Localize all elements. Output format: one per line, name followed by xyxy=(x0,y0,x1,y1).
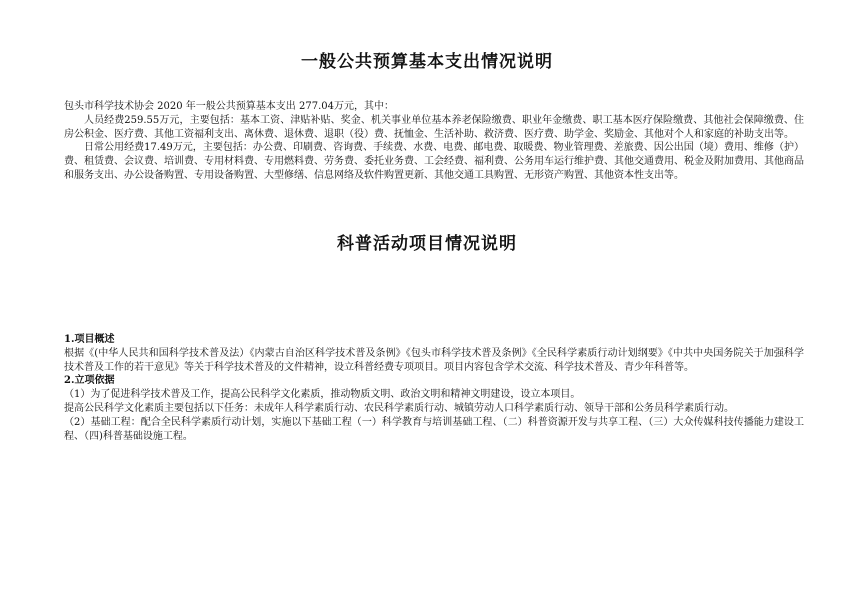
section1-intro: 包头市科学技术协会 2020 年一般公共预算基本支出 277.04万元，其中： xyxy=(64,101,394,112)
overview-heading: 1.项目概述 xyxy=(64,334,115,345)
section2-title: 科普活动项目情况说明 xyxy=(337,234,517,254)
section1-body xyxy=(64,100,804,183)
overview-paragraph: 根据《(中华人民共和国科学技术普及法）《内蒙古自治区科学技术普及条例》《包头市科学技术普及条例》《全民科学素质行动计划纲要》《中共中央国务院关于加强科学技术普及工作的若干意见》等关于科学技术普及的文件精神，设立科普经费专项项目。项目内容包含学术交流、科学技术普及、青少年科普等。 xyxy=(64,347,804,373)
basis-paragraph-2: 提高公民科学文化素质主要包括以下任务：未成年人科学素质行动、农民科学素质行动、城镇劳动人口科学素质行动、领导干部和公务员科学素质行动。 xyxy=(64,402,734,414)
personnel-expenses-paragraph: 人员经费259.55万元，主要包括：基本工资、津贴补贴、奖金、机关事业单位基本养老保险缴费、职业年金缴费、职工基本医疗保险缴费、其他社会保障缴费、住房公积金、医疗费、其他工资福利支出、离休费、退休费、退职（役）费、抚恤金、生活补助、救济费、医疗费、助学金、奖励金、其他对个人和家庭的补助支出等。 xyxy=(64,114,804,140)
section1-title: 一般公共预算基本支出情况说明 xyxy=(301,52,553,72)
operating-expenses-paragraph: 日常公用经费17.49万元，主要包括：办公费、印刷费、咨询费、手续费、水费、电费、邮电费、取暖费、物业管理费、差旅费、因公出国（境）费用、维修（护）费、租赁费、会议费、培训费、专用材料费、专用燃料费、劳务费、委托业务费、工会经费、福利费、公务用车运行维护费、其他交通费用、税金及附加费用、其他商品和服务支出、办公设备购置、专用设备购置、大型修缮、信息网络及软件购置更新、其他交通工具购置、无形资产购置、其他资本性支出等。 xyxy=(64,142,804,181)
section2-body xyxy=(64,333,804,443)
basis-heading: 2.立项依据 xyxy=(64,375,115,387)
basis-paragraph-3: （2）基础工程：配合全民科学素质行动计划，实施以下基础工程（一）科学教育与培训基础工程、（二）科普资源开发与共享工程、（三）大众传媒科技传播能力建设工程、（四)科普基础设施工程。 xyxy=(64,416,804,442)
basis-paragraph-1: （1）为了促进科学技术普及工作，提高公民科学文化素质，推动物质文明、政治文明和精神文明建设，设立本项目。 xyxy=(64,389,581,401)
